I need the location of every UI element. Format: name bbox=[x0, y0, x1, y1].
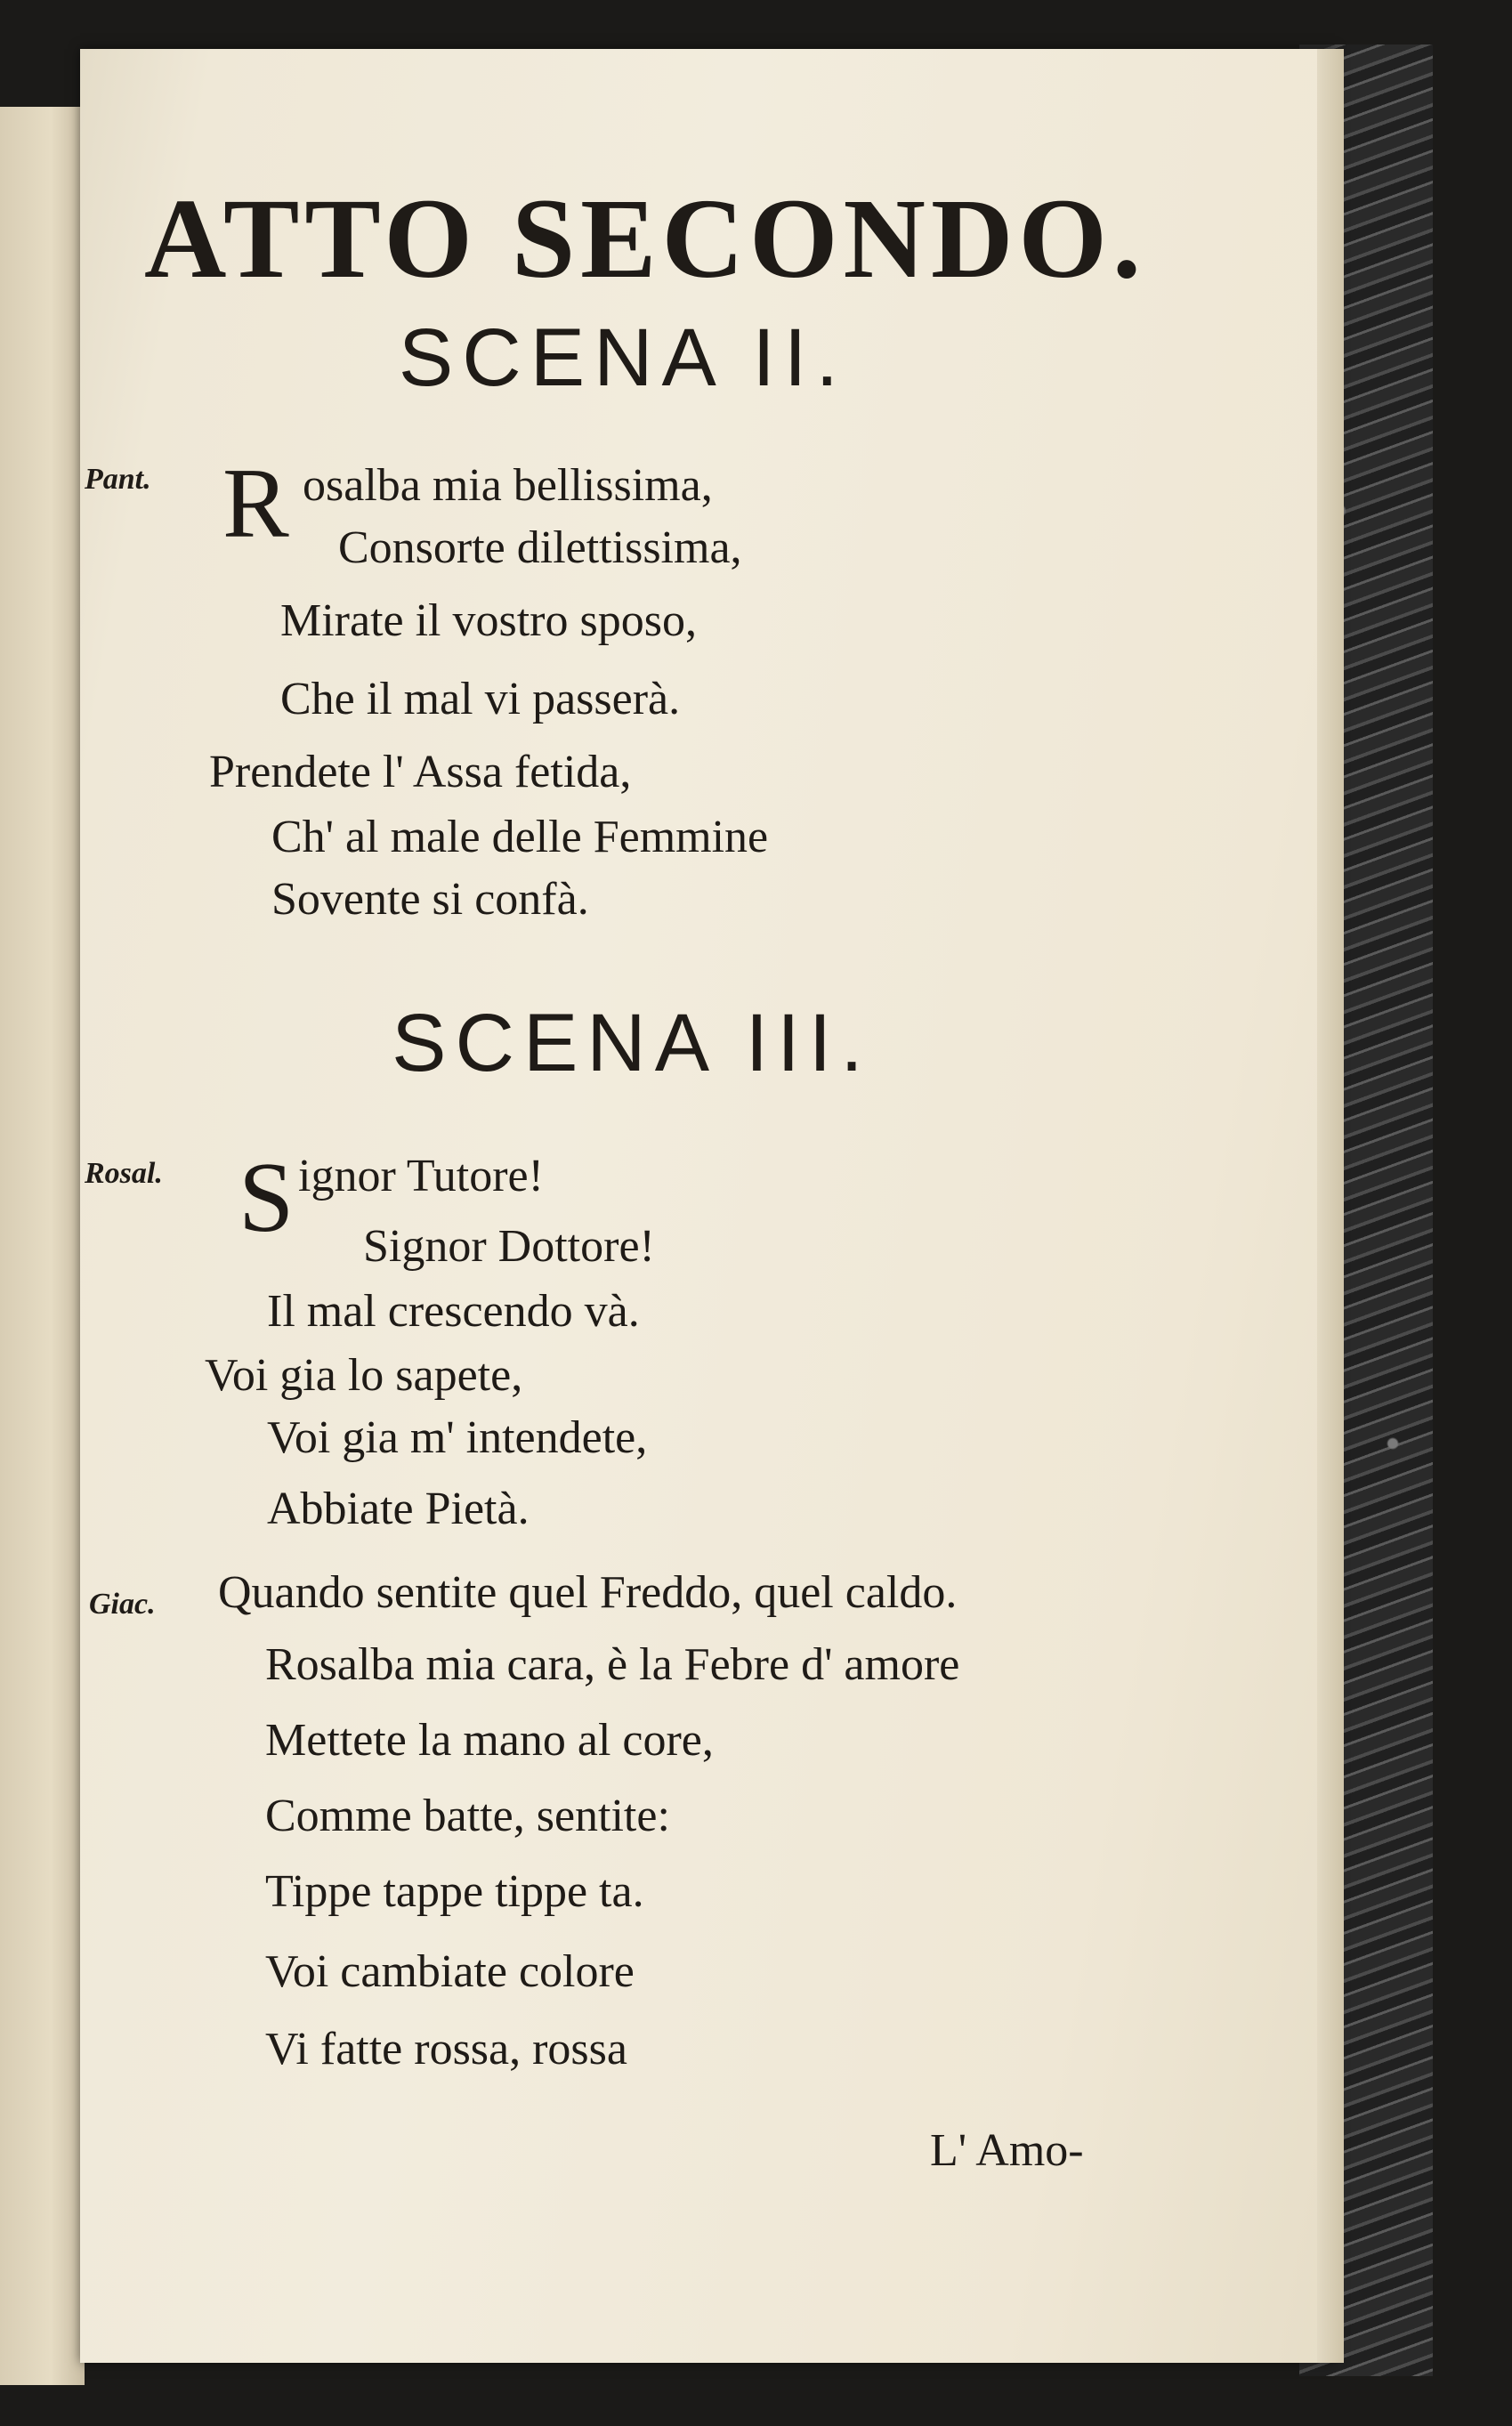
speaker-pant: Pant. bbox=[85, 463, 151, 496]
verse-line: Quando sentite quel Freddo, quel caldo. bbox=[218, 1567, 958, 1618]
page-edge-shadow bbox=[1317, 49, 1344, 2363]
verse-line: Rosalba mia cara, è la Febre d' amore bbox=[265, 1639, 960, 1690]
scene-2-heading: SCENA II. bbox=[398, 312, 848, 403]
verse-line: Vi fatte rossa, rossa bbox=[265, 2024, 627, 2074]
verse-line: Tippe tappe tippe ta. bbox=[265, 1866, 644, 1917]
verse-line: Mettete la mano al core, bbox=[265, 1715, 714, 1766]
speaker-rosal: Rosal. bbox=[85, 1157, 163, 1190]
act-title: ATTO SECONDO. bbox=[144, 175, 1146, 302]
verse-line: Che il mal vi passerà. bbox=[280, 674, 681, 724]
scene-3-heading: SCENA III. bbox=[392, 998, 872, 1088]
verse-line: Il mal crescendo và. bbox=[267, 1286, 640, 1337]
drop-cap-s: S bbox=[239, 1143, 295, 1253]
verse-line: osalba mia bellissima, bbox=[303, 460, 713, 511]
verse-line: Voi gia lo sapete, bbox=[205, 1350, 523, 1401]
speaker-giac: Giac. bbox=[89, 1588, 156, 1621]
verse-line: Signor Dottore! bbox=[363, 1221, 655, 1272]
catchword: L' Amo- bbox=[930, 2125, 1084, 2176]
verse-line: Voi cambiate colore bbox=[265, 1946, 635, 1997]
verse-line: Ch' al male delle Femmine bbox=[271, 812, 769, 862]
verse-line: Consorte dilettissima, bbox=[338, 522, 742, 573]
verse-line: ignor Tutore! bbox=[298, 1151, 544, 1201]
verse-line: Abbiate Pietà. bbox=[267, 1484, 530, 1534]
verse-line: Prendete l' Assa fetida, bbox=[209, 747, 632, 797]
verse-line: Mirate il vostro sposo, bbox=[280, 595, 697, 646]
verse-line: Sovente si confà. bbox=[271, 874, 589, 925]
facing-page-edge bbox=[0, 107, 85, 2385]
verse-line: Comme batte, sentite: bbox=[265, 1791, 670, 1841]
drop-cap-r: R bbox=[222, 449, 289, 559]
verse-line: Voi gia m' intendete, bbox=[267, 1412, 648, 1463]
